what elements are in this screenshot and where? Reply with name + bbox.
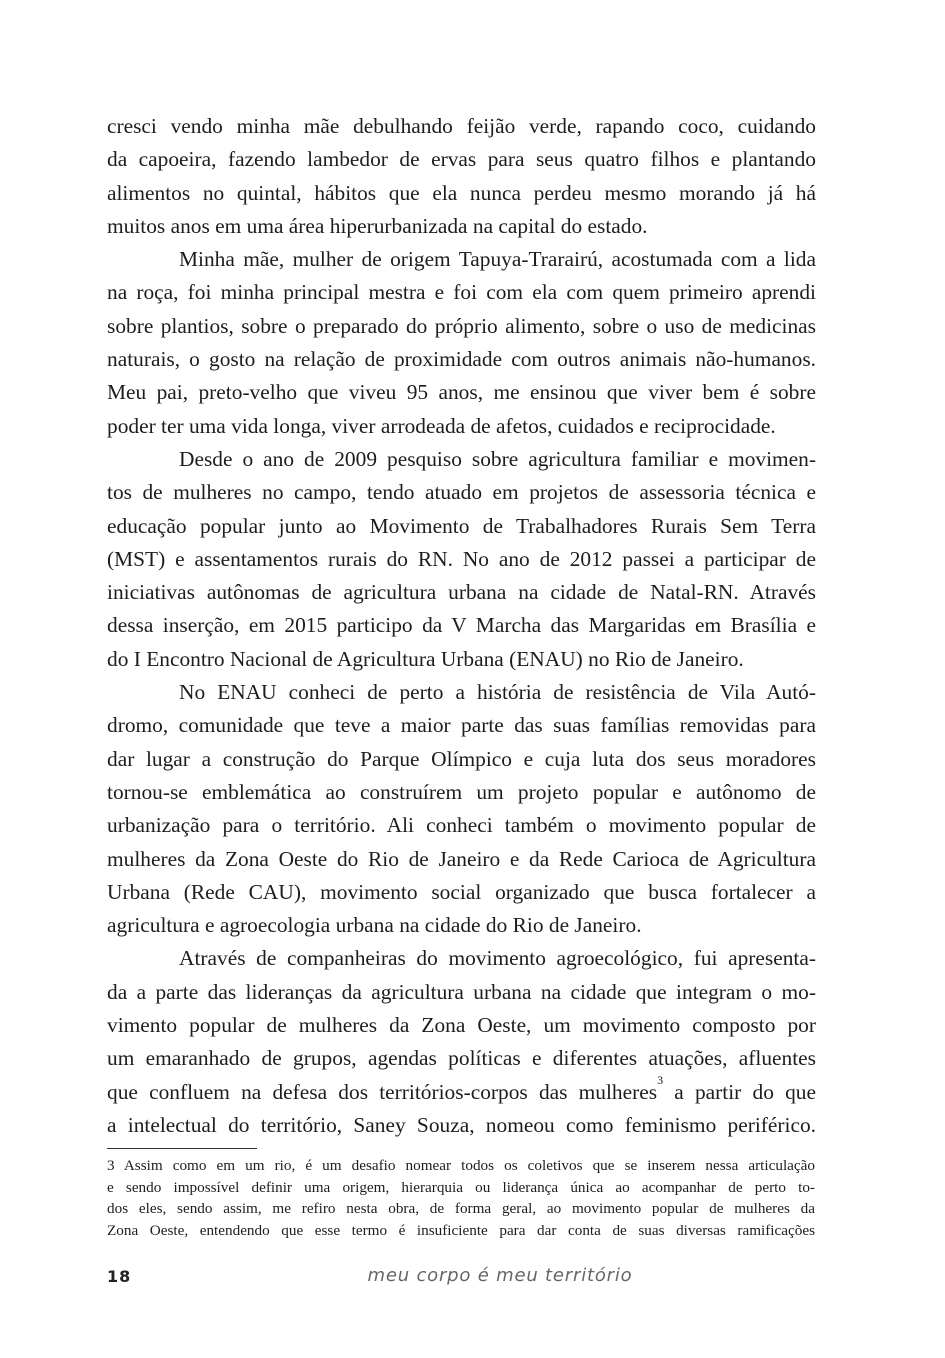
text-line: Através de companheiras do movimento agroecológico, fui apresenta- [179, 946, 816, 971]
text-line: tornou-se emblemática ao construírem um projeto popular e autônomo de [107, 779, 816, 804]
text-line: dessa inserção, em 2015 participo da V Marcha das Margaridas em Brasília e [107, 613, 816, 638]
text-line: agricultura e agroecologia urbana na cidade do Rio de Janeiro. [107, 913, 642, 938]
body-text [107, 110, 816, 1142]
text-line: Minha mãe, mulher de origem Tapuya-Trarairú, acostumada com a lida [179, 247, 816, 272]
paragraph-2-line [107, 376, 816, 409]
footnote-text: Zona Oeste, entendendo que esse termo é insuficiente para dar conta de suas diversas ramificações [107, 1222, 815, 1240]
text-line: dar lugar a construção do Parque Olímpico e cuja luta dos seus moradores [107, 746, 816, 771]
paragraph-3-line [107, 576, 816, 609]
text-line: urbanização para o território. Ali conheci também o movimento popular de [107, 813, 816, 838]
paragraph-3-line [107, 510, 816, 543]
footnote-separator [107, 1148, 257, 1149]
text-line: iniciativas autônomas de agricultura urbana na cidade de Natal-RN. Através [107, 580, 816, 605]
text-line: Urbana (Rede CAU), movimento social organizado que busca fortalecer a [107, 879, 816, 904]
paragraph-4-line [107, 876, 816, 909]
paragraph-1-end [107, 210, 816, 243]
paragraph-3-line [107, 643, 816, 676]
footnote-line [107, 1198, 815, 1220]
paragraph-5-line [107, 1072, 816, 1109]
text-line: a partir do que [663, 1079, 816, 1104]
paragraph-5 [107, 942, 816, 975]
paragraph-1 [107, 110, 816, 210]
paragraph-4-line [107, 809, 816, 842]
footnote-text: dos eles, sendo assim, me refiro nesta obra, de forma geral, ao movimento popular de mulheres da [107, 1200, 815, 1218]
paragraph-4 [107, 676, 816, 709]
text-line: tos de mulheres no campo, tendo atuado em projetos de assessoria técnica e [107, 480, 816, 505]
text-line: dromo, comunidade que teve a maior parte das suas famílias removidas para [107, 713, 816, 738]
paragraph-4-line [107, 743, 816, 776]
footnote-line [107, 1155, 815, 1177]
text-line: No ENAU conheci de perto a história de resistência de Vila Autó- [179, 680, 816, 705]
paragraph-4-line [107, 776, 816, 809]
text-line: da a parte das lideranças da agricultura urbana na cidade que integram o mo- [107, 979, 816, 1004]
text-line: na roça, foi minha principal mestra e foi com ela com quem primeiro aprendi [107, 280, 816, 305]
page-number: 18 [107, 1267, 132, 1286]
text-line: do I Encontro Nacional de Agricultura Urbana (ENAU) no Rio de Janeiro. [107, 646, 744, 671]
paragraph-2-line [107, 276, 816, 309]
text-line: a intelectual do território, Saney Souza, nomeou como feminismo periférico. [107, 1112, 816, 1137]
footnote-text: e sendo impossível definir uma origem, hierarquia ou liderança única ao acompanhar de perto to- [107, 1178, 815, 1196]
paragraph-3-line [107, 476, 816, 509]
text-line: sobre plantios, sobre o preparado do próprio alimento, sobre o uso de medicinas [107, 313, 816, 338]
paragraph-2-line [107, 410, 816, 443]
footnote-text: 3 Assim como em um rio, é um desafio nomear todos os coletivos que se inserem nessa articulação [107, 1157, 815, 1174]
paragraph-5-line [107, 976, 816, 1009]
paragraph-3-line [107, 609, 816, 642]
paragraph-5-line [107, 1109, 816, 1142]
paragraph-5-line [107, 1009, 816, 1042]
paragraph-2-line [107, 310, 816, 343]
text-line: Meu pai, preto-velho que viveu 95 anos, me ensinou que viver bem é sobre [107, 380, 816, 405]
text-line: muitos anos em uma área hiperurbanizada na capital do estado. [107, 213, 648, 238]
paragraph-4-line [107, 709, 816, 742]
paragraph-2-line [107, 343, 816, 376]
text-line: que confluem na defesa dos territórios-corpos das mulheres [107, 1079, 658, 1104]
text-line: (MST) e assentamentos rurais do RN. No ano de 2012 passei a participar de [107, 546, 816, 571]
paragraph-4-line [107, 909, 816, 942]
paragraph-2 [107, 243, 816, 276]
paragraph-3 [107, 443, 816, 476]
text-line: cresci vendo minha mãe debulhando feijão verde, rapando coco, cuidando [107, 114, 816, 138]
paragraph-3-line [107, 543, 816, 576]
footnote-line [107, 1177, 815, 1199]
text-line: educação popular junto ao Movimento de Trabalhadores Rurais Sem Terra [107, 513, 816, 538]
paragraph-4-line [107, 843, 816, 876]
text-line: alimentos no quintal, hábitos que ela nunca perdeu mesmo morando já há [107, 180, 816, 205]
text-line: um emaranhado de grupos, agendas políticas e diferentes atuações, afluentes [107, 1046, 816, 1071]
text-line: mulheres da Zona Oeste do Rio de Janeiro e da Rede Carioca de Agricultura [107, 846, 816, 871]
text-line: naturais, o gosto na relação de proximidade com outros animais não-humanos. [107, 347, 816, 372]
footnote-line [107, 1220, 815, 1242]
text-line: Desde o ano de 2009 pesquiso sobre agricultura familiar e movimen- [179, 446, 816, 471]
paragraph-5-line [107, 1042, 816, 1075]
text-line: da capoeira, fazendo lambedor de ervas para seus quatro filhos e plantando [107, 147, 816, 172]
text-line: vimento popular de mulheres da Zona Oeste, um movimento composto por [107, 1013, 816, 1038]
running-title: meu corpo é meu território [367, 1265, 633, 1286]
text-line: poder ter uma vida longa, viver arrodeada de afetos, cuidados e reciprocidade. [107, 413, 776, 438]
footnote [107, 1155, 815, 1242]
footnote-reference[interactable]: 3 [657, 1072, 664, 1087]
